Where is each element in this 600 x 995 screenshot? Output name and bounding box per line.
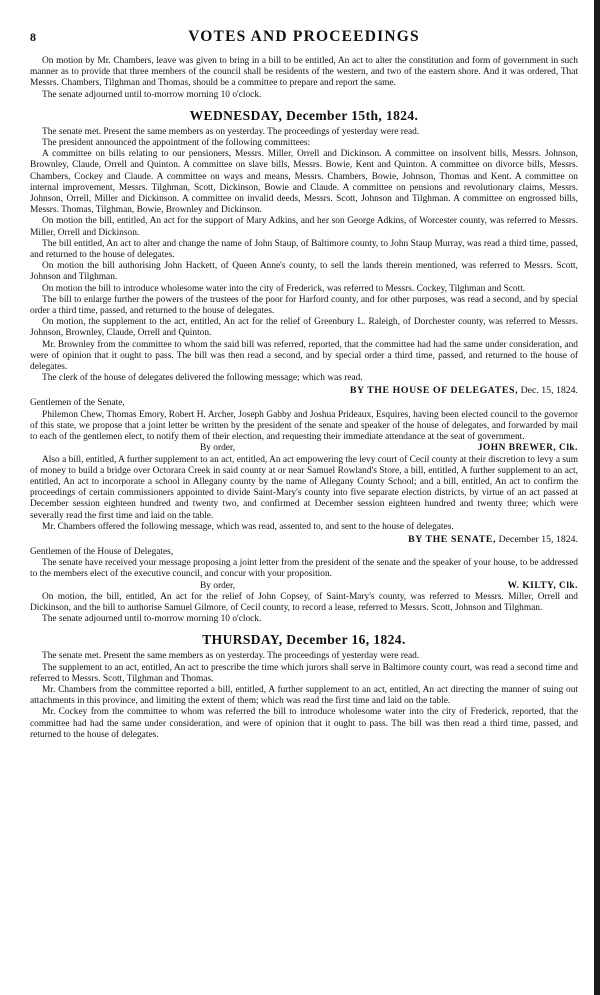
page-edge-shadow [594,0,600,995]
house-message-salutation: Gentlemen of the Senate, [30,398,125,409]
intro-paragraph-motion: On motion by Mr. Chambers, leave was given to bring in a bill to be entitled, An act to alter the constitution and form of government in such manner as to provide that three members of the council shall be residents of the western, and two of the eastern shore. And it was ordered, That Messrs. Chambers, Tilghman and Thomas, should be a committee to prepare and report the same. [30,56,578,89]
wednesday-paragraph: The clerk of the house of delegates delivered the following message; which was read. [42,373,363,384]
wednesday-paragraph: On motion the bill authorising John Hackett, of Queen Anne's county, to sell the lands therein mentioned, was referred to Messrs. Scott, Johnson and Tilghman. [30,261,578,283]
thursday-heading: THURSDAY, December 16, 1824. [202,632,406,648]
wednesday-paragraph: Also a bill, entitled, A further supplement to an act, entitled, An act empowering the levy court of Cecil county at their discretion to levy a sum of money to build a bridge over Octorara Creek in said county at or near Samuel Rowland's Store, a bill, entitled, A further supplement to an act, entitled, An act to incorporate a school in Allegany county by the name of Allegany County School; and a bill, entitled, An act to confirm the proceedings of certain commissioners appointed to divide Saint-Mary's county into five separate election districts, by virtue of an act passed at December session eighteen hundred and twenty two, and confirmed at December session eighteen hundred and twenty three; which were severally read the first time and laid on the table. [30,454,578,521]
wednesday-paragraph: The bill to enlarge further the powers of the trustees of the poor for Harford county, and for other purposes, was read a second, and by special order a third time, passed, and returned to the house of delegates. [30,294,578,317]
house-message-signer: JOHN BREWER, Clk. [477,443,578,454]
senate-message-byline [30,534,578,546]
thursday-paragraph: The supplement to an act, entitled, An act to prescribe the time which jurors shall serve in Baltimore county court, was read a second time and referred to Messrs. Scott, Tilghman and Thomas. [30,662,578,684]
intro-paragraph-adjourned: The senate adjourned until to-morrow morning 10 o'clock. [42,89,262,100]
thursday-paragraph: The senate met. Present the same members as on yesterday. The proceedings of yesterday were read. [42,651,420,662]
wednesday-paragraph: The bill entitled, An act to alter and change the name of John Staup, of Baltimore county, to John Staup Murray, was read a third time, passed, and returned to the house of delegates. [30,238,578,261]
house-message-signature [30,443,578,454]
thursday-paragraph: Mr. Chambers from the committee reported a bill, entitled, A further supplement to an act, entitled, An act directing the manner of suing out attachments in this province, and limiting the extent of them; which was read the first time and laid on the table. [30,684,578,707]
wednesday-paragraph: The senate met. Present the same members as on yesterday. The proceedings of yesterday were read. [42,126,420,137]
wednesday-paragraph: On motion, the supplement to the act, entitled, An act for the relief of Greenbury L. Raleigh, of Dorchester county, was referred to Messrs. Johnson, Brownley, Claude, Orrell and Quinton. [30,317,578,339]
senate-message-byline-title: BY THE SENATE, [408,533,497,545]
senate-message-salutation: Gentlemen of the House of Delegates, [30,546,174,557]
house-message-byline [30,385,578,397]
committees-paragraph: A committee on bills relating to our pensioners, Messrs. Miller, Orrell and Dickinson. A committee on insolvent bills, Messrs. Johnson, Brownley, Claude, Orrell and Quinton. A committee on slave bills, Messrs. Bowie, Kent and Quinton. A committee on divorce bills, Messrs. Chambers, Cockey and Claude. A committee on ways and means, Messrs. Chambers, Bowie, Johnson, Thomas and Kent. A committee on internal improvement, Messrs. Tilghman, Scott, Dickinson, Bowie and Claude. A committee on pensions and revolutionary claims, Messrs. Johnson, Orrell, Miller and Dickinson. A committee on invalid deeds, Messrs. Scott, Johnson and Tilghman. A committee on engrossed bills, Messrs. Thomas, Tilghman, Bowie, Brownley and Dickinson. [30,149,578,216]
running-head [30,28,578,50]
house-message-byline-title: BY THE HOUSE OF DELEGATES, [349,385,519,397]
wednesday-paragraph: The president announced the appointment of the following committees: [42,138,311,149]
wednesday-paragraph: On motion the bill to introduce wholesome water into the city of Frederick, was referred to Messrs. Cockey, Tilghman and Scott. [42,283,526,294]
wednesday-paragraph: On motion the bill, entitled, An act for the support of Mary Adkins, and her son George Adkins, of Worcester county, was referred to Messrs. Miller, Orrell and Dickinson. [30,216,578,238]
running-head-title: VOTES AND PROCEEDINGS [188,28,420,45]
senate-message-signer: W. KILTY, Clk. [507,580,578,591]
house-message-body: Philemon Chew, Thomas Emory, Robert H. Archer, Joseph Gabby and Joshua Prideaux, Esquires, having been elected council to the governor of this state, we propose that a joint letter be written by the president of the senate and speaker of the house of delegates, and forwarded by mail to each of the gentlemen elect, to notify them of their election, and requesting their immediate attendance at the seat of government. [30,409,578,443]
wednesday-paragraph: The senate adjourned until to-morrow morning 10 o'clock. [42,614,262,625]
senate-message-signature [30,581,578,592]
wednesday-heading: WEDNESDAY, December 15th, 1824. [189,107,419,123]
wednesday-paragraph: On motion, the bill, entitled, An act for the relief of John Copsey, of Saint-Mary's county, was referred to Messrs. Miller, Orrell and Dickinson, and the bill to authorise Samuel Gilmore, of Cecil county, to record a lease, referred to Messrs. Scott, Johnson and Tilghman. [30,591,578,613]
page-number: 8 [30,30,36,44]
house-message-by-order: By order, [200,443,236,454]
house-message-byline-date: Dec. 15, 1824. [520,385,578,397]
thursday-paragraph: Mr. Cockey from the committee to whom was referred the bill to introduce wholesome water into the city of Frederick, reported, that the committee had had the same under consideration, and were of opinion that it ought to pass. The bill was then read a third time, passed, and returned to the house of delegates. [30,707,578,740]
senate-message-body: The senate have received your message proposing a joint letter from the president of the senate and the speaker of your house, to be addressed to the members elect of the executive council, and concur with your proposition. [30,558,578,580]
senate-message-by-order: By order, [200,580,236,591]
wednesday-paragraph: Mr. Chambers offered the following message, which was read, assented to, and sent to the house of delegates. [42,521,454,532]
senate-message-byline-date: December 15, 1824. [498,533,578,545]
wednesday-paragraph: Mr. Brownley from the committee to whom the said bill was referred, reported, that the committee had had the same under consideration, and were of opinion that it ought to pass. The bill was then read a second, and by special order a third time, passed, and returned to the house of delegates. [30,339,578,373]
